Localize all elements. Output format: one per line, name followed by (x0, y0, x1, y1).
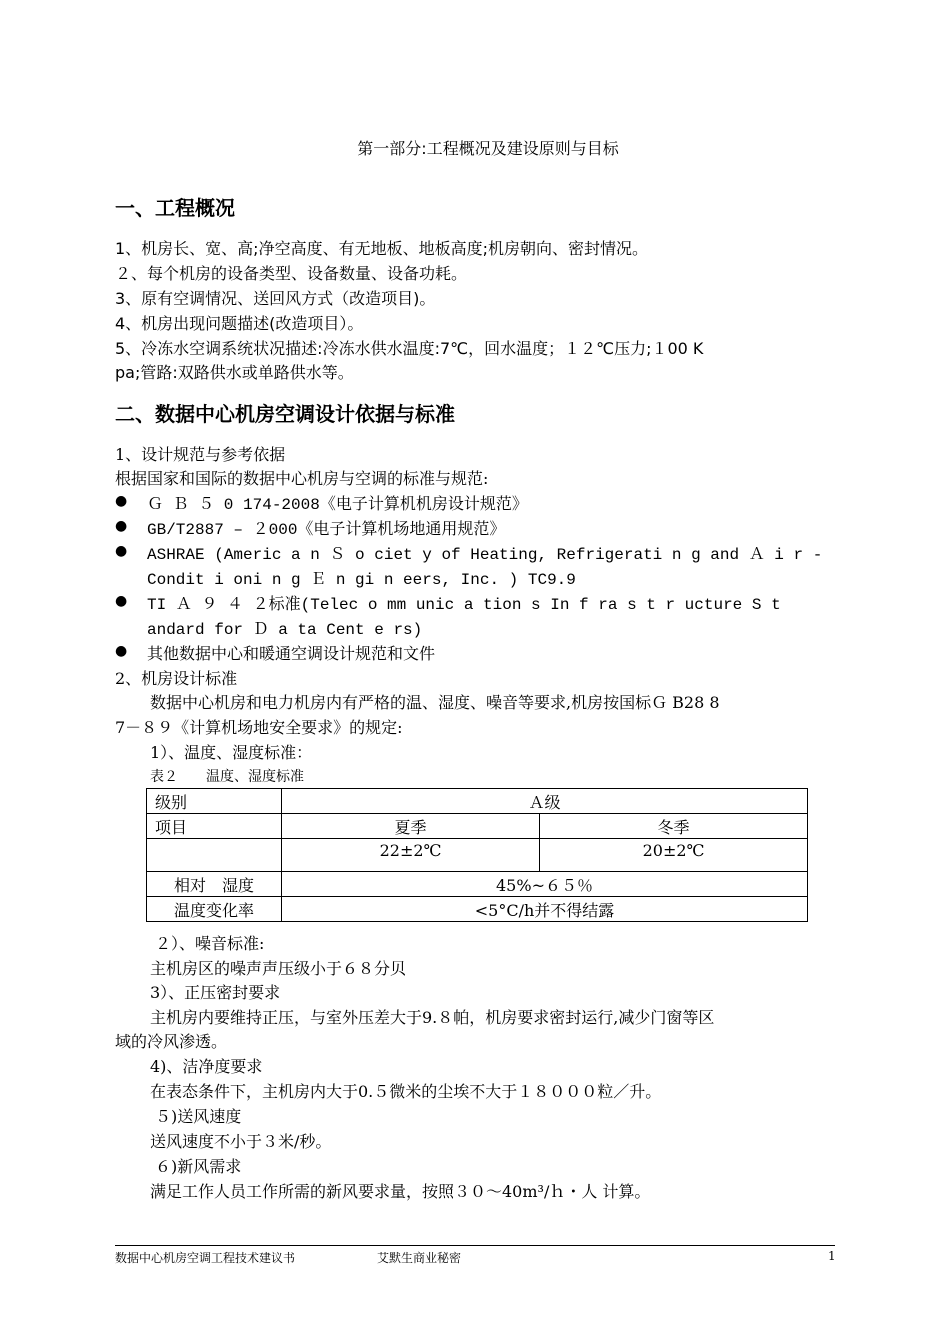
pressure-heading: 3）、正压密封要求 (150, 983, 281, 1002)
table-cell-grade-a: Ａ级 (282, 789, 808, 814)
bullet-icon: ● (115, 493, 128, 509)
freshair-text: 满足工作人员工作所需的新风要求量，按照３０～40m³/ｈ・人 计算。 (150, 1182, 651, 1201)
noise-heading: ２）、噪音标准: (155, 934, 265, 953)
page-title: 第一部分:工程概况及建设原则与目标 (357, 139, 619, 158)
cleanliness-text: 在表态条件下，主机房内大于0.５微米的尘埃不大于１８０００粒／升。 (150, 1082, 662, 1101)
table-cell-grade-label: 级别 (147, 789, 282, 814)
temp-humidity-table (146, 788, 808, 922)
table-cell-summer-temp: 22±2℃ (282, 839, 540, 872)
overview-item-5-cont: pa;管路:双路供水或单路供水等。 (115, 363, 354, 382)
overview-item-2: ２、每个机房的设备类型、设备数量、设备功耗。 (115, 264, 468, 283)
bullet-icon: ● (115, 643, 128, 659)
temp-humidity-heading: 1）、温度、湿度标准： (150, 743, 313, 762)
pressure-text-cont: 域的冷风渗透。 (115, 1032, 228, 1051)
table-cell-winter-temp: 20±2℃ (540, 839, 808, 872)
standards-intro: 根据国家和国际的数据中心机房与空调的标准与规范: (115, 469, 489, 488)
section-heading-standards: 二、数据中心机房空调设计依据与标准 (115, 402, 455, 426)
table-row (147, 839, 808, 872)
table-cell-empty (147, 839, 282, 872)
footer-confidential: 艾默生商业秘密 (377, 1251, 462, 1265)
footer-doc-name: 数据中心机房空调工程技术建议书 (115, 1251, 296, 1265)
table-row (147, 814, 808, 839)
table-cell-humidity-label: 相对 湿度 (147, 872, 282, 897)
bullet-item-ashrae: ASHRAE (Americ a n Ｓ o ciet y of Heating, Refrigerati n g and Ａ i r - (147, 546, 823, 564)
overview-item-1: 1、机房长、宽、高;净空高度、有无地板、地板高度;机房朝向、密封情况。 (115, 239, 648, 258)
bullet-item-ashrae-cont: Condit i oni n g Ｅ n gi n eers, Inc. ) TC9.9 (147, 571, 576, 589)
table-cell-rate-label: 温度变化率 (147, 897, 282, 922)
bullet-item-gb50174: Ｇ Ｂ ５ 0 174-2008《电子计算机机房设计规范》 (147, 496, 528, 514)
freshair-heading: ６)新风需求 (155, 1157, 242, 1176)
bullet-item-tia942: TI Ａ ９ ４ ２标准(Telec o mm unic a tion s In f ra s t r ucture S t (147, 596, 781, 614)
table-cell-rate-value: <5°C/h并不得结露 (282, 897, 808, 922)
footer-divider (115, 1245, 835, 1246)
overview-item-5: 5、冷冻水空调系统状况描述:冷冻水供水温度:7℃，回水温度；１２℃压力;１00 K (115, 339, 704, 358)
table-row (147, 872, 808, 897)
noise-text: 主机房区的噪声声压级小于６８分贝 (150, 959, 407, 978)
bullet-icon: ● (115, 593, 128, 609)
pressure-text: 主机房内要维持正压，与室外压差大于9.８帕，机房要求密封运行,减少门窗等区 (150, 1008, 715, 1027)
table-row (147, 897, 808, 922)
subheading-room-standards: 2、机房设计标准 (115, 669, 238, 688)
footer-page-number: 1 (828, 1249, 836, 1263)
table-cell-summer: 夏季 (282, 814, 540, 839)
cleanliness-heading: 4)、洁净度要求 (150, 1057, 263, 1076)
bullet-item-others: 其他数据中心和暖通空调设计规范和文件 (147, 644, 436, 663)
table-row (147, 789, 808, 814)
airspeed-heading: ５)送风速度 (155, 1107, 242, 1126)
section-heading-overview: 一、工程概况 (115, 196, 235, 220)
bullet-icon: ● (115, 518, 128, 534)
bullet-item-tia942-cont: andard for Ｄ a ta Cent e rs) (147, 621, 423, 639)
standards-paragraph-cont: 7－８９《计算机场地安全要求》的规定: (115, 718, 403, 737)
table-cell-item-label: 项目 (147, 814, 282, 839)
overview-item-3: 3、原有空调情况、送回风方式（改造项目)。 (115, 289, 436, 308)
bullet-item-gbt2887: GB/T2887 – ２000《电子计算机场地通用规范》 (147, 521, 506, 539)
standards-paragraph: 数据中心机房和电力机房内有严格的温、湿度、噪音等要求,机房按国标Ｇ B28 8 (150, 693, 720, 712)
airspeed-text: 送风速度不小于３米/秒。 (150, 1132, 332, 1151)
subheading-design-basis: 1、设计规范与参考依据 (115, 445, 286, 464)
bullet-icon: ● (115, 543, 128, 559)
table-cell-winter: 冬季 (540, 814, 808, 839)
overview-item-4: 4、机房出现问题描述(改造项目）。 (115, 314, 364, 333)
table-caption: 表２ 温度、湿度标准 (150, 769, 304, 785)
table-cell-humidity-value: 45%~６５％ (282, 872, 808, 897)
